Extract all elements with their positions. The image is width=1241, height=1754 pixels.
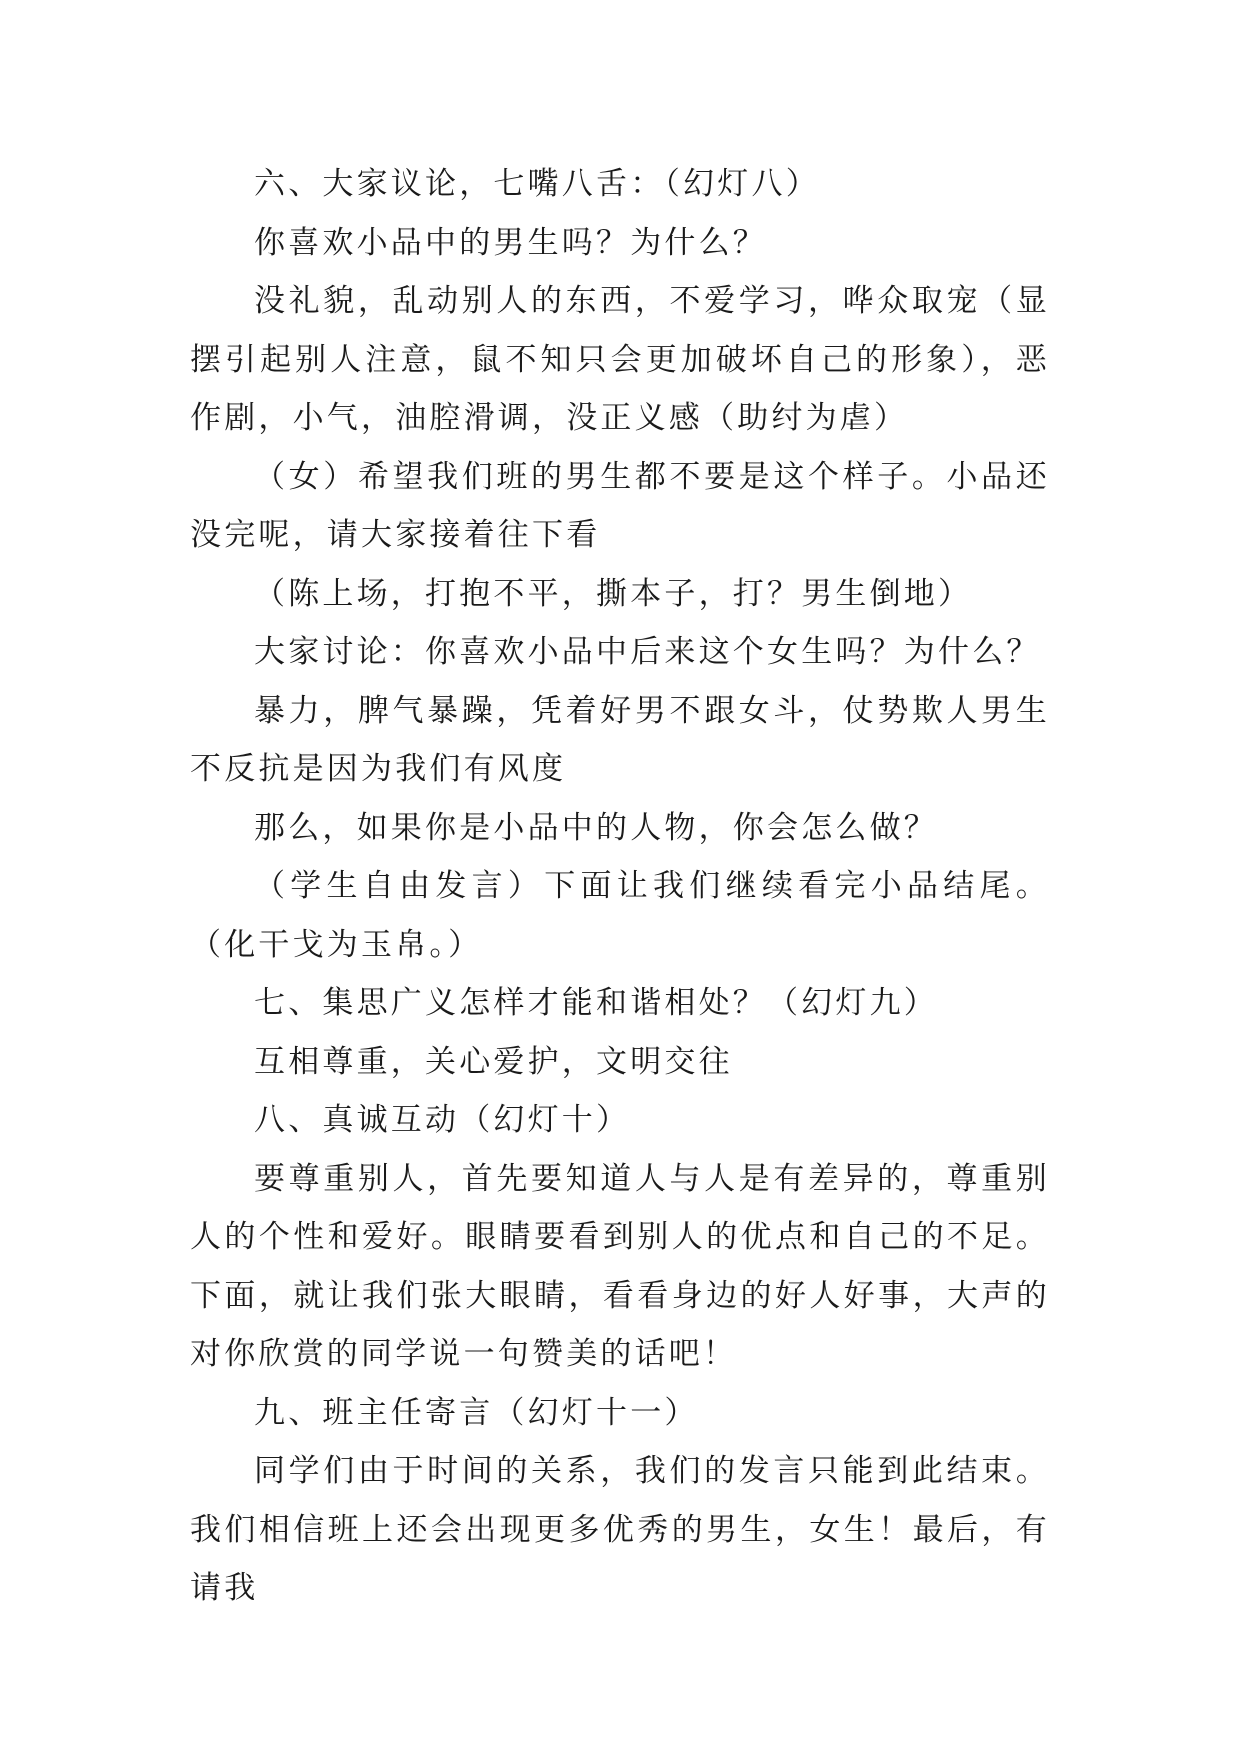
- section-heading-8: 八、真诚互动（幻灯十）: [254, 1102, 631, 1138]
- section-heading-7: 七、集思广义怎样才能和谐相处？（幻灯九）: [254, 985, 938, 1021]
- section-heading-9: 九、班主任寄言（幻灯十一）: [254, 1394, 699, 1431]
- paragraph: 那么，如果你是小品中的人物，你会怎么做？: [254, 809, 938, 846]
- paragraph: 大家讨论：你喜欢小品中后来这个女生吗？为什么？: [254, 634, 1041, 670]
- paragraph: 互相尊重，关心爱护，文明交往: [254, 1043, 733, 1080]
- document-body: [190, 155, 1050, 1618]
- paragraph: 要尊重别人，首先要知道人与人是有差异的，尊重别人的个性和爱好。眼睛要看到别人的优点和自己的不足。下面，就让我们张大眼睛，看看身边的好人好事，大声的对你欣赏的同学说一句赞美的话吧！: [190, 1160, 1050, 1372]
- paragraph: （女）希望我们班的男生都不要是这个样子。小品还没完呢，请大家接着往下看: [190, 458, 1050, 553]
- paragraph: 同学们由于时间的关系，我们的发言只能到此结束。我们相信班上还会出现更多优秀的男生，女生！最后，有请我: [190, 1453, 1050, 1606]
- paragraph: 你喜欢小品中的男生吗？为什么？: [254, 224, 767, 261]
- section-heading-6: 六、大家议论，七嘴八舌：（幻灯八）: [254, 166, 820, 202]
- paragraph: 没礼貌，乱动别人的东西，不爱学习，哗众取宠（显摆引起别人注意，鼠不知只会更加破坏自己的形象），恶作剧，小气，油腔滑调，没正义感（助纣为虐）: [190, 283, 1050, 436]
- paragraph: 暴力，脾气暴躁，凭着好男不跟女斗，仗势欺人男生不反抗是因为我们有风度: [190, 692, 1050, 787]
- paragraph: （学生自由发言）下面让我们继续看完小品结尾。（化干戈为玉帛。）: [190, 868, 1050, 963]
- paragraph: （陈上场，打抱不平，撕本子，打？男生倒地）: [254, 575, 973, 612]
